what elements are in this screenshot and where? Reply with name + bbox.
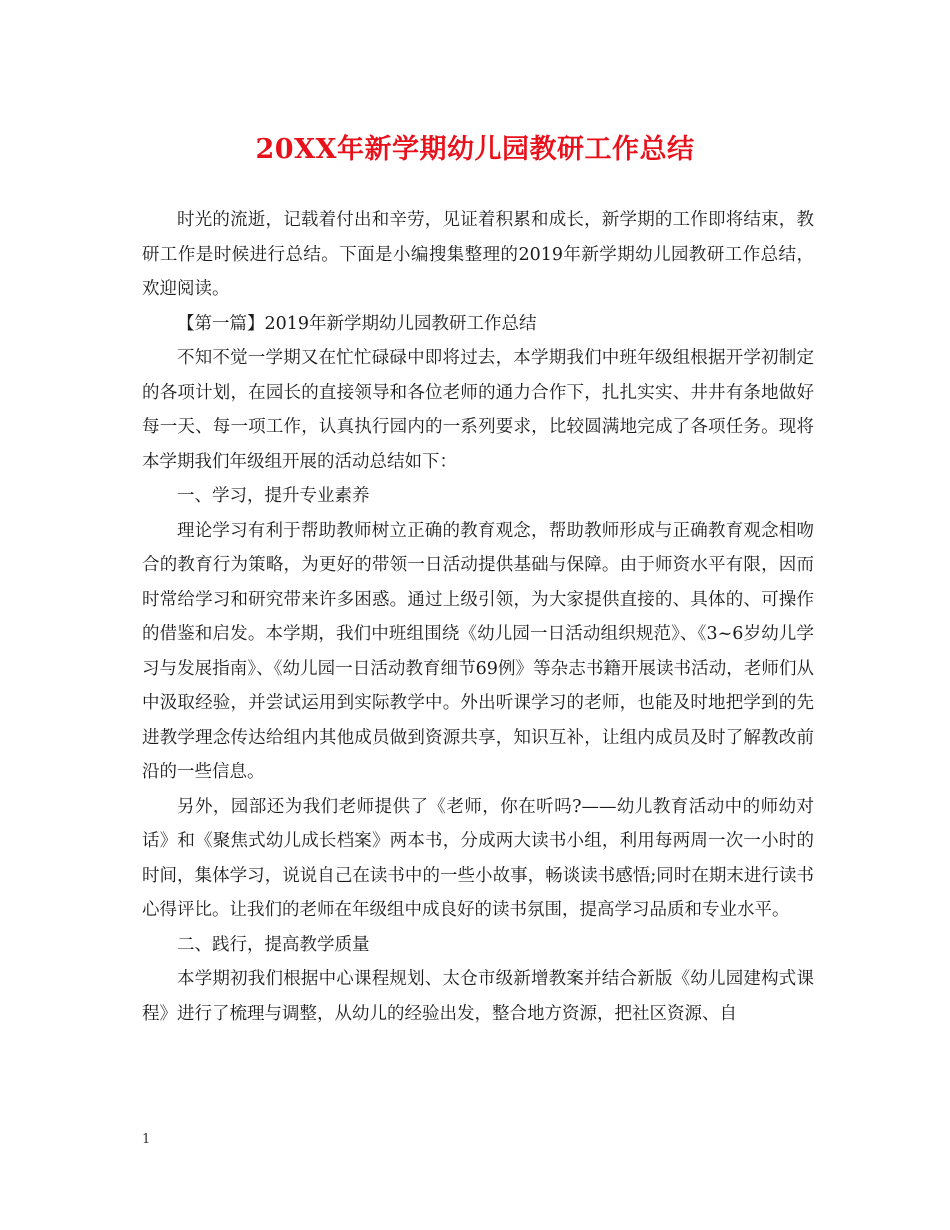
section-heading-first-article: 【第一篇】2019年新学期幼儿园教研工作总结 xyxy=(177,313,537,334)
body-paragraph: 本学期初我们根据中心课程规划、太仓市级新增教案并结合新版《幼儿园建构式课程》进行了梳理与调整，从幼儿的经验出发，整合地方资源，把社区资源、自 xyxy=(142,969,814,1024)
body-paragraph: 不知不觉一学期又在忙忙碌碌中即将过去，本学期我们中班年级组根据开学初制定的各项计划，在园长的直接领导和各位老师的通力合作下，扎扎实实、井井有条地做好每一天、每一项工作，认真执行园内的一系列要求，比较圆满地完成了各项任务。现将本学期我们年级组开展的活动总结如下： xyxy=(142,348,814,472)
intro-paragraph: 时光的流逝，记载着付出和辛劳，见证着积累和成长，新学期的工作即将结束，教研工作是时候进行总结。下面是小编搜集整理的2019年新学期幼儿园教研工作总结，欢迎阅读。 xyxy=(142,210,814,299)
document-title: 20XX年新学期幼儿园教研工作总结 xyxy=(255,134,695,165)
section-heading-practice: 二、践行，提高教学质量 xyxy=(177,934,370,955)
section-heading-study: 一、学习，提升专业素养 xyxy=(177,486,370,506)
page-number: 1 xyxy=(142,1132,151,1147)
body-paragraph: 理论学习有利于帮助教师树立正确的教育观念，帮助教师形成与正确教育观念相吻合的教育行为策略，为更好的带领一日活动提供基础与保障。由于师资水平有限，因而时常给学习和研究带来许多困惑。通过上级引领，为大家提供直接的、具体的、可操作的借鉴和启发。本学期，我们中班组围绕《幼儿园一日活动组织规范》、《3~6岁幼儿学习与发展指南》、《幼儿园一日活动教育细节69例》等杂志书籍开展读书活动，老师们从中汲取经验，并尝试运用到实际教学中。外出听课学习的老师，也能及时地把学到的先进教学理念传达给组内其他成员做到资源共享，知识互补，让组内成员及时了解教改前沿的一些信息。 xyxy=(142,520,814,782)
document-body xyxy=(142,203,814,1031)
body-paragraph: 另外，园部还为我们老师提供了《老师，你在听吗?——幼儿教育活动中的师幼对话》和《聚焦式幼儿成长档案》两本书，分成两大读书小组，利用每两周一次一小时的时间，集体学习，说说自己在读书中的一些小故事，畅谈读书感悟;同时在期末进行读书心得评比。让我们的老师在年级组中成良好的读书氛围，提高学习品质和专业水平。 xyxy=(142,796,814,920)
